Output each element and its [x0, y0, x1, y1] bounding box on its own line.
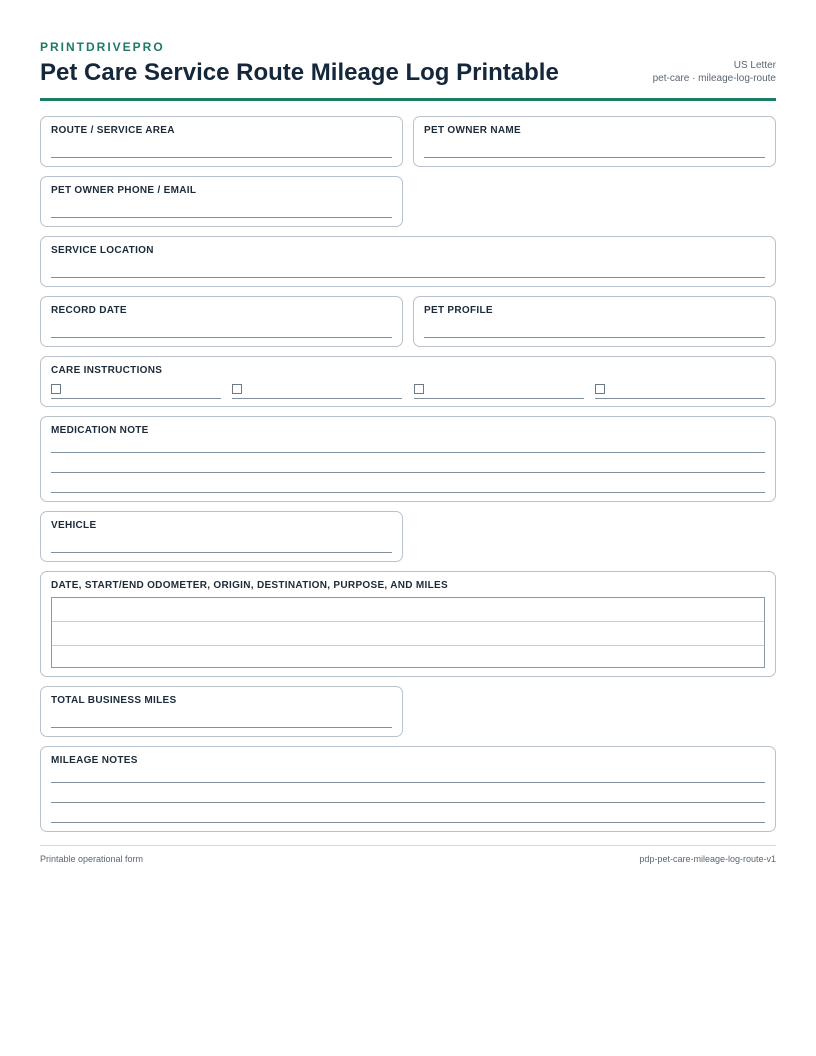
care-option-4[interactable]: [595, 384, 765, 399]
checkbox[interactable]: [414, 384, 424, 394]
table-row-divider: [52, 621, 764, 622]
route-label: ROUTE / SERVICE AREA: [51, 125, 175, 136]
care-option-3[interactable]: [414, 384, 584, 399]
owner-contact-field[interactable]: [40, 176, 403, 227]
owner-contact-entry-line[interactable]: [51, 217, 392, 218]
service-location-entry-line[interactable]: [51, 277, 765, 278]
paper-size: US Letter: [733, 60, 776, 71]
medication-note-label: MEDICATION NOTE: [51, 425, 149, 436]
checkbox[interactable]: [595, 384, 605, 394]
mileage-notes-line-2[interactable]: [51, 802, 765, 803]
form-footer: [40, 845, 776, 866]
mileage-notes-label: MILEAGE NOTES: [51, 755, 138, 766]
medication-note-line-2[interactable]: [51, 472, 765, 473]
owner-contact-label: PET OWNER PHONE / EMAIL: [51, 185, 197, 196]
record-date-field[interactable]: [40, 296, 403, 347]
service-location-field[interactable]: [40, 236, 776, 287]
care-instructions-field: [40, 356, 776, 407]
form-slug: pet-care · mileage-log-route: [652, 73, 776, 84]
trip-log-field: [40, 571, 776, 677]
service-location-label: SERVICE LOCATION: [51, 245, 154, 256]
route-field[interactable]: [40, 116, 403, 167]
total-miles-label: TOTAL BUSINESS MILES: [51, 695, 177, 706]
route-entry-line[interactable]: [51, 157, 392, 158]
trip-log-label: DATE, START/END ODOMETER, ORIGIN, DESTINATION, PURPOSE, AND MILES: [51, 580, 448, 591]
table-row-divider: [52, 645, 764, 646]
medication-note-line-1[interactable]: [51, 452, 765, 453]
vehicle-label: VEHICLE: [51, 520, 97, 531]
pet-profile-entry-line[interactable]: [424, 337, 765, 338]
mileage-notes-line-1[interactable]: [51, 782, 765, 783]
medication-note-field[interactable]: [40, 416, 776, 502]
footer-description: Printable operational form: [40, 854, 144, 864]
pet-profile-label: PET PROFILE: [424, 305, 493, 316]
total-miles-entry-line[interactable]: [51, 727, 392, 728]
checkbox[interactable]: [232, 384, 242, 394]
care-option-1[interactable]: [51, 384, 221, 399]
brand-name: PRINTDRIVEPRO: [40, 40, 165, 54]
owner-name-field[interactable]: [413, 116, 776, 167]
vehicle-field[interactable]: [40, 511, 403, 562]
pet-profile-field[interactable]: [413, 296, 776, 347]
record-date-entry-line[interactable]: [51, 337, 392, 338]
mileage-notes-field[interactable]: [40, 746, 776, 832]
medication-note-line-3[interactable]: [51, 492, 765, 493]
total-miles-field[interactable]: [40, 686, 403, 737]
care-option-2[interactable]: [232, 384, 402, 399]
mileage-notes-line-3[interactable]: [51, 822, 765, 823]
form-meta: [653, 59, 776, 85]
form-page: [40, 40, 776, 101]
form-title: Pet Care Service Route Mileage Log Printable: [40, 59, 559, 86]
form-header: [40, 40, 776, 101]
care-instructions-label: CARE INSTRUCTIONS: [51, 365, 163, 376]
footer-form-id: pdp-pet-care-mileage-log-route-v1: [639, 854, 776, 864]
checkbox[interactable]: [51, 384, 61, 394]
vehicle-entry-line[interactable]: [51, 552, 392, 553]
owner-name-entry-line[interactable]: [424, 157, 765, 158]
record-date-label: RECORD DATE: [51, 305, 127, 316]
owner-name-label: PET OWNER NAME: [424, 125, 521, 136]
trip-log-table: [51, 597, 765, 668]
